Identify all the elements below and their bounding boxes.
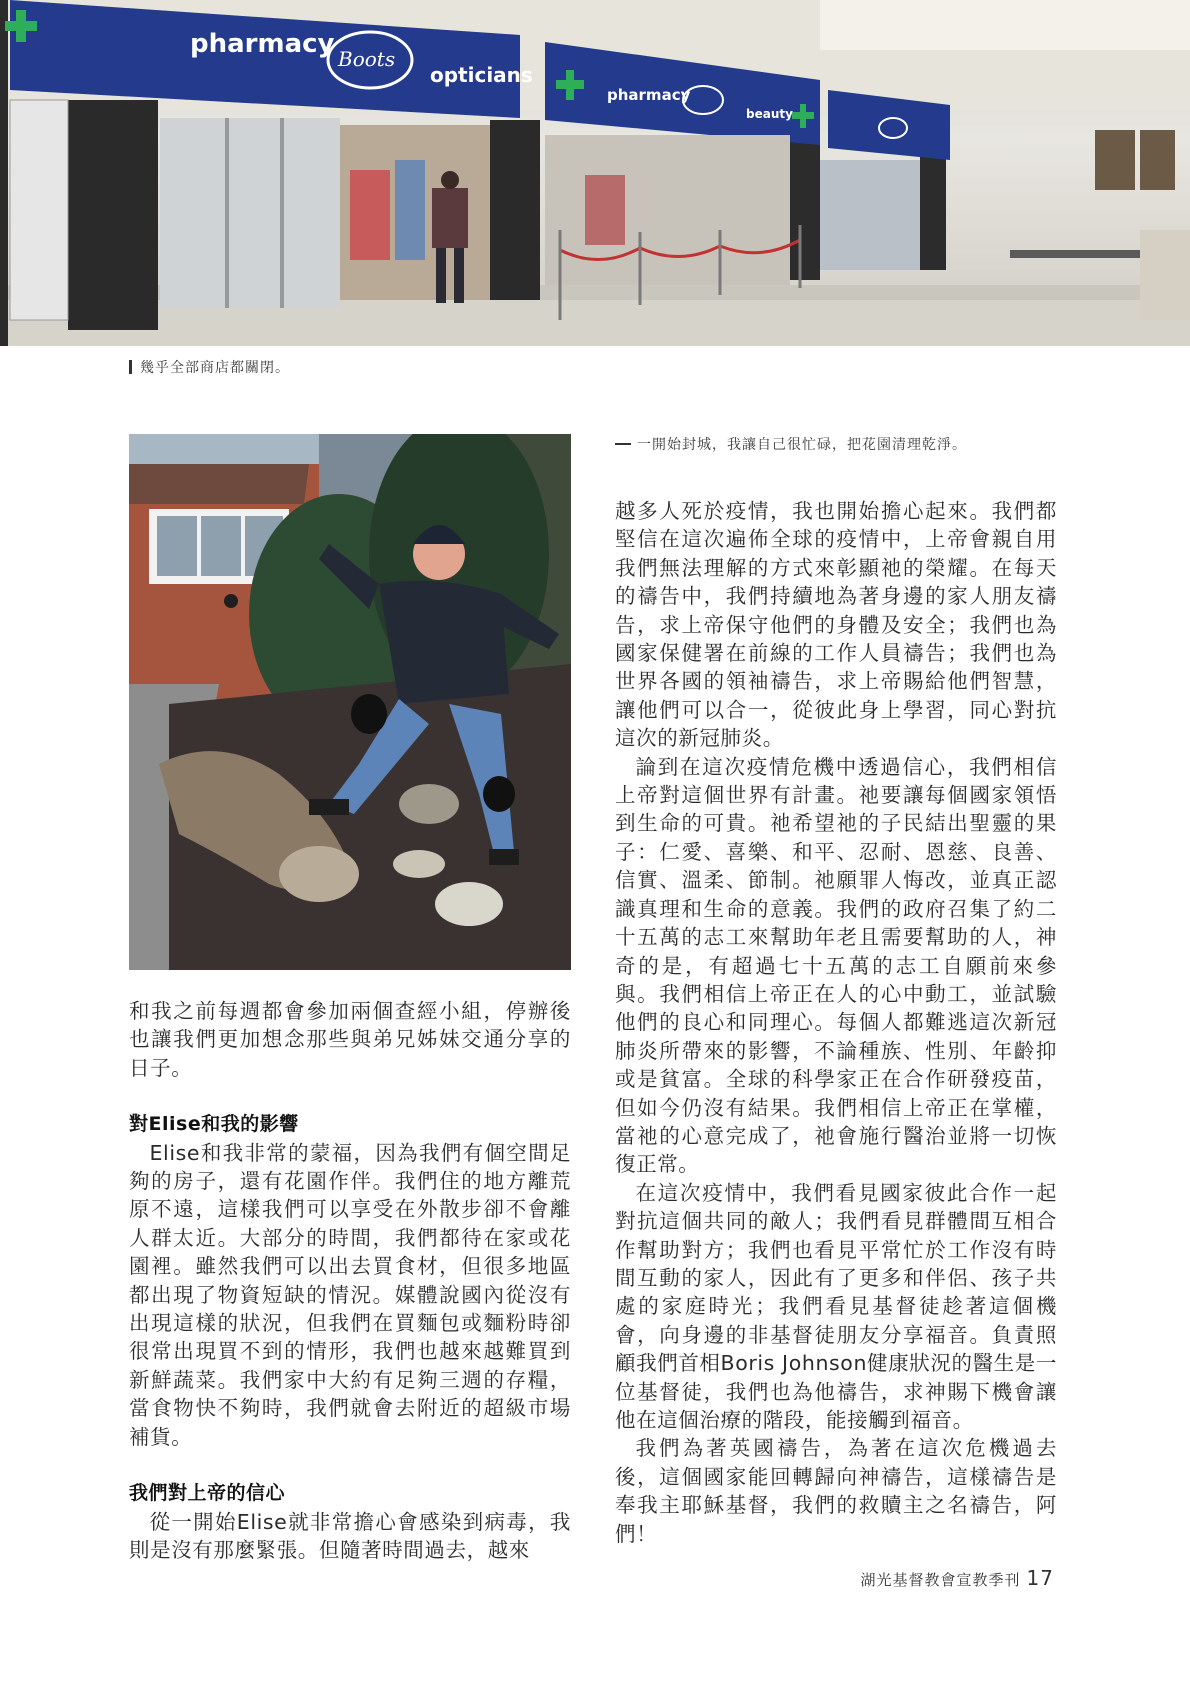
page-number: 17	[1026, 1566, 1054, 1590]
caption-bar-marker	[129, 360, 132, 374]
left-text-column	[129, 997, 571, 1564]
right-text-column	[615, 497, 1057, 1548]
garden-photo-caption-text: 一開始封城，我讓自己很忙碌，把花園清理乾淨。	[637, 437, 967, 453]
section-heading-faith: 我們對上帝的信心	[129, 1482, 286, 1505]
left-intro-paragraph: 和我之前每週都會參加兩個查經小組，停辦後也讓我們更加想念那些與弟兄姊妹交通分享的日子。	[129, 999, 571, 1080]
spacer	[129, 1451, 571, 1479]
top-photo-caption-text: 幾乎全部商店都關閉。	[140, 360, 290, 376]
section-impact-paragraph: Elise和我非常的蒙福，因為我們有個空間足夠的房子，還有花園作伴。我們住的地方離荒原不遠，這樣我們可以享受在外散步卻不會離人群太近。大部分的時間，我們都待在家或花園裡。雖然我們可以出去買食材，但很多地區都出現了物資短缺的情況。媒體說國內從沒有出現這樣的狀況，但我們在買麵包或麵粉時卻很常出現買不到的情形，我們也越來越難買到新鮮蔬菜。我們家中大約有足夠三週的存糧，當食物快不夠時，我們就會去附近的超級市場補貨。	[129, 1140, 571, 1449]
garden-photo	[129, 434, 571, 970]
boots-logo-text: Boots	[338, 47, 396, 71]
top-photo-caption	[129, 357, 290, 377]
right-paragraph-1: 越多人死於疫情，我也開始擔心起來。我們都堅信在這次遍佈全球的疫情中，上帝會親自用我們無法理解的方式來彰顯祂的榮耀。在每天的禱告中，我們持續地為著身邊的家人朋友禱告，求上帝保守他們的身體及安全；我們也為國家保健署在前線的工作人員禱告；我們也為世界各國的領袖禱告，求上帝賜給他們智慧，讓他們可以合一，從彼此身上學習，同心對抗這次的新冠肺炎。	[615, 499, 1057, 751]
garden-illustration	[129, 434, 571, 970]
right-paragraph-2: 論到在這次疫情危機中透過信心，我們相信上帝對這個世界有計畫。祂要讓每個國家領悟到生命的可貴。祂希望祂的子民結出聖靈的果子：仁愛、喜樂、和平、忍耐、恩慈、良善、信實、溫柔、節制。祂願罪人悔改，並真正認識真理和生命的意義。我們的政府召集了約二十五萬的志工來幫助年老且需要幫助的人，神奇的是，有超過七十五萬的志工自願前來參與。我們相信上帝正在人的心中動工，並試驗他們的良心和同理心。每個人都難逃這次新冠肺炎所帶來的影響，不論種族、性別、年齡抑或是貧富。全球的科學家正在合作研發疫苗，但如今仍沒有結果。我們相信上帝正在掌權，當祂的心意完成了，祂會施行醫治並將一切恢復正常。	[615, 754, 1057, 1177]
garden-photo-caption	[615, 434, 967, 454]
pharmacy-sign-text-2: pharmacy	[607, 86, 691, 104]
right-paragraph-3: 在這次疫情中，我們看見國家彼此合作一起對抗這個共同的敵人；我們看見群體間互相合作幫助對方；我們也看見平常忙於工作沒有時間互動的家人，因此有了更多和伴侶、孩子共處的家庭時光；我們看見基督徒趁著這個機會，向身邊的非基督徒朋友分享福音。負責照顧我們首相Boris Johnson健康狀況的醫生是一位基督徒，我們也為他禱告，求神賜下機會讓他在這個治療的階段，能接觸到福音。	[615, 1180, 1057, 1432]
right-paragraph-4: 我們為著英國禱告，為著在這次危機過去後，這個國家能回轉歸向神禱告，這樣禱告是奉我主耶穌基督，我們的救贖主之名禱告，阿們！	[615, 1436, 1057, 1546]
mall-storefront-photo	[0, 0, 1190, 346]
publication-title: 湖光基督教會宣教季刊	[860, 1571, 1021, 1589]
opticians-sign-text: opticians	[430, 63, 533, 87]
mall-storefront-illustration	[0, 0, 1190, 346]
caption-dash-marker	[615, 443, 631, 445]
section-heading-impact: 對Elise和我的影響	[129, 1113, 299, 1136]
page-footer	[861, 1566, 1054, 1590]
section-faith-paragraph: 從一開始Elise就非常擔心會感染到病毒，我則是沒有那麼緊張。但隨著時間過去，越來	[129, 1509, 571, 1562]
pharmacy-sign-text: pharmacy	[190, 29, 335, 59]
beauty-sign-text: beauty	[746, 107, 793, 121]
spacer	[129, 1082, 571, 1110]
